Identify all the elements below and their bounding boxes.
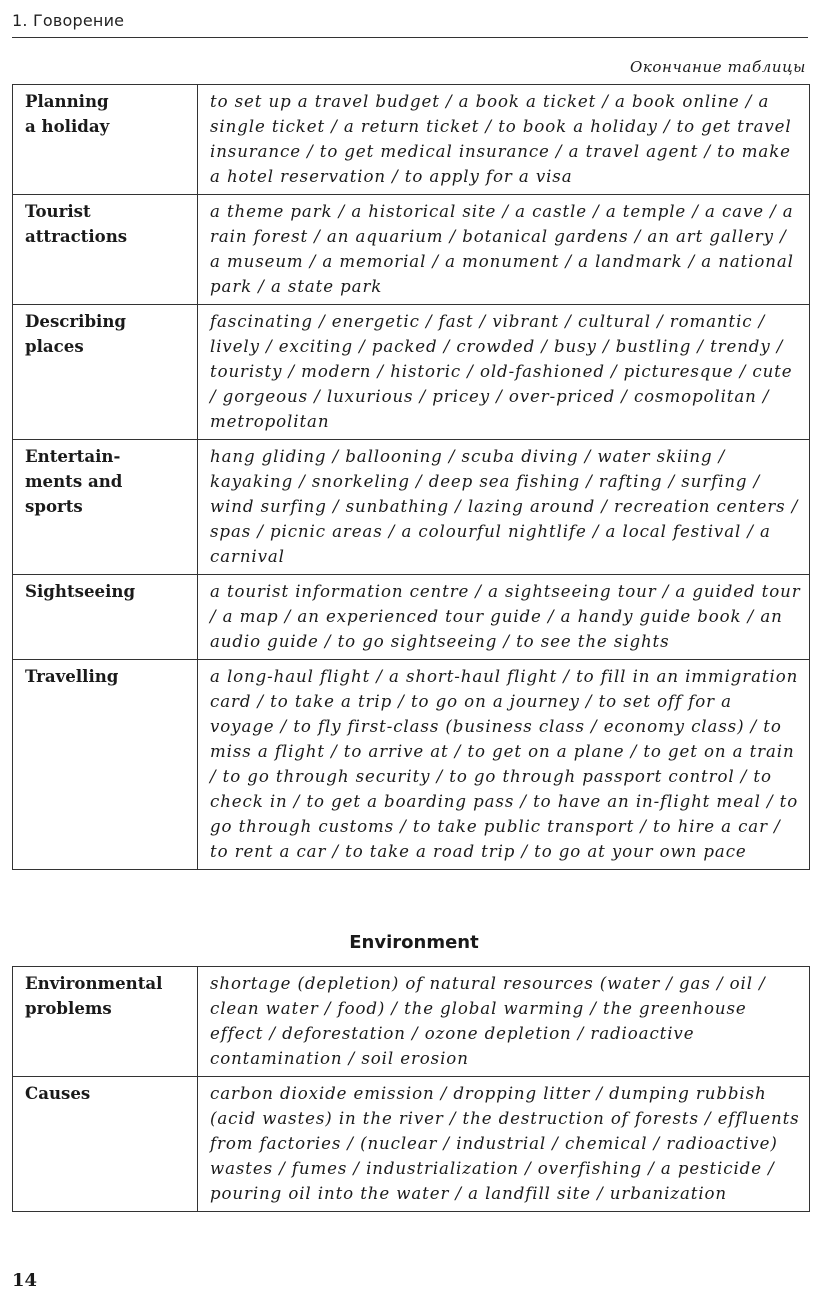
row-vocabulary: to set up a travel budget / a book a ticket / a book online / a single ticket / a return ticket / to book a holiday / to get travel insurance / to get medical insurance / a travel agent / to make a hotel reservation / to apply for a visa <box>198 85 810 195</box>
row-vocabulary: hang gliding / ballooning / scuba diving / water skiing / kayaking / snorkeling / deep sea fishing / rafting / surfing / wind surfing / sunbathing / lazing around / recreation centers / spas / picnic areas / a colourful nightlife / a local festival / a carnival <box>198 440 810 575</box>
page-number: 14 <box>12 1270 38 1291</box>
row-vocabulary: carbon dioxide emission / dropping litter / dumping rubbish (acid wastes) in the river / the destruction of forests / effluents from factories / (nuclear / industrial / chemical / radioactive) wastes / fumes / industrialization / overfishing / a pesticide / pouring oil into the water / a landfill site / urbanization <box>198 1077 810 1212</box>
section-title-environment: Environment <box>349 932 479 953</box>
row-vocabulary: a tourist information centre / a sightseeing tour / a guided tour / a map / an experienced tour guide / a handy guide book / an audio guide / to go sightseeing / to see the sights <box>198 575 810 660</box>
table-row <box>13 1077 810 1212</box>
table-continuation-caption: Окончание таблицы <box>629 58 806 76</box>
row-vocabulary: shortage (depletion) of natural resources (water / gas / oil / clean water / food) / the global warming / the greenhouse effect / deforestation / ozone depletion / radioactive contamination / soil erosion <box>198 967 810 1077</box>
row-term: Tourist attractions <box>13 195 198 305</box>
running-header: 1. Говорение <box>12 11 125 30</box>
table-row <box>13 195 810 305</box>
table-row <box>13 575 810 660</box>
row-term: Planning a holiday <box>13 85 198 195</box>
travel-vocabulary-table <box>12 84 810 870</box>
table-row <box>13 660 810 870</box>
row-term: Entertain- ments and sports <box>13 440 198 575</box>
row-term: Describing places <box>13 305 198 440</box>
row-vocabulary: a long-haul flight / a short-haul flight / to fill in an immigration card / to take a trip / to go on a journey / to set off for a voyage / to fly first-class (business class / economy class) / to miss a flight / to arrive at / to get on a plane / to get on a train / to go through security / to go through passport control / to check in / to get a boarding pass / to have an in-flight meal / to go through customs / to take public transport / to hire a car / to rent a car / to take a road trip / to go at your own pace <box>198 660 810 870</box>
row-vocabulary: a theme park / a historical site / a castle / a temple / a cave / a rain forest / an aquarium / botanical gardens / an art gallery / a museum / a memorial / a monument / a landmark / a national park / a state park <box>198 195 810 305</box>
row-term: Travelling <box>13 660 198 870</box>
row-term: Environmental problems <box>13 967 198 1077</box>
row-vocabulary: fascinating / energetic / fast / vibrant / cultural / romantic / lively / exciting / packed / crowded / busy / bustling / trendy / touristy / modern / historic / old-fashioned / picturesque / cute / gorgeous / luxurious / pricey / over-priced / cosmopolitan / metropolitan <box>198 305 810 440</box>
table-row <box>13 85 810 195</box>
header-divider <box>12 37 808 38</box>
table-row <box>13 967 810 1077</box>
table-row <box>13 440 810 575</box>
environment-vocabulary-table <box>12 966 810 1212</box>
row-term: Sightseeing <box>13 575 198 660</box>
table-row <box>13 305 810 440</box>
row-term: Causes <box>13 1077 198 1212</box>
